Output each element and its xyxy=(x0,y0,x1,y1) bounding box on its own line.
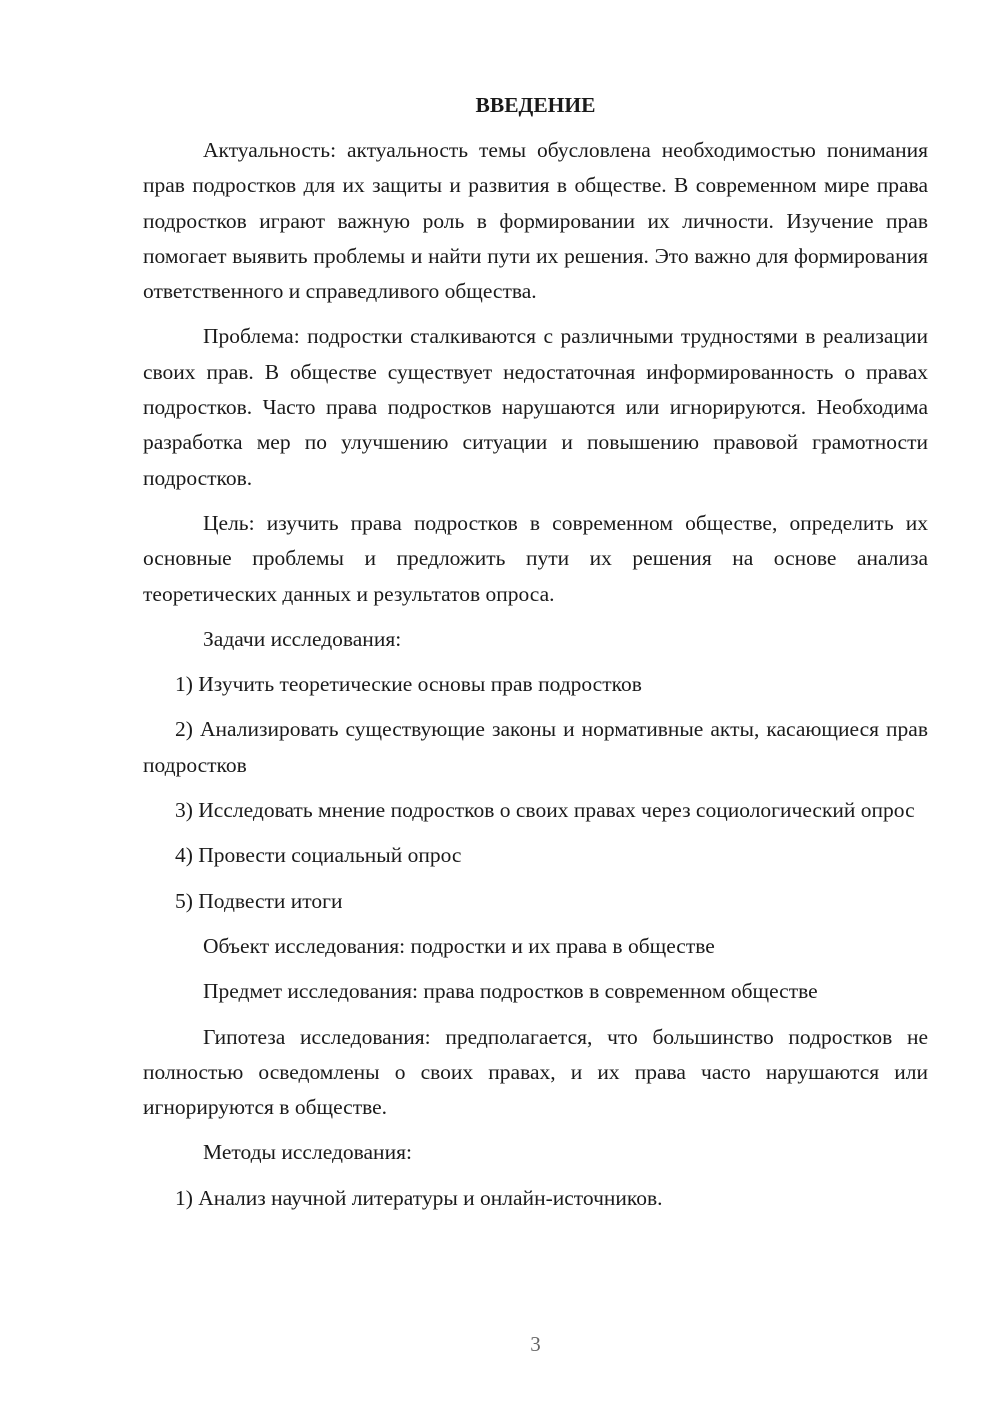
task-item-3: 3) Исследовать мнение подростков о своих правах через социологический опрос xyxy=(175,798,915,823)
method-item-1: 1) Анализ научной литературы и онлайн-источников. xyxy=(175,1185,663,1210)
object-paragraph: Объект исследования: подростки и их права в обществе xyxy=(203,933,715,958)
task-item-1: 1) Изучить теоретические основы прав подростков xyxy=(175,672,642,697)
hypothesis-paragraph: Гипотеза исследования: предполагается, что большинство подростков не полностью осведомлены о своих правах, и их права часто нарушаются или игнорируются в обществе. xyxy=(143,1024,928,1120)
section-title: ВВЕДЕНИЕ xyxy=(475,93,596,117)
relevance-paragraph: Актуальность: актуальность темы обусловлена необходимостью понимания прав подростков для их защиты и развития в обществе. В современном мире права подростков играют важную роль в формировании их личности. Изучение прав помогает выявить проблемы и найти пути их решения. Это важно для формирования ответственного и справедливого общества. xyxy=(143,138,928,304)
task-item-5: 5) Подвести итоги xyxy=(175,888,343,913)
goal-paragraph: Цель: изучить права подростков в современном обществе, определить их основные проблемы и предложить пути их решения на основе анализа теоретических данных и результатов опроса. xyxy=(143,510,928,606)
tasks-heading: Задачи исследования: xyxy=(203,626,402,651)
problem-paragraph: Проблема: подростки сталкиваются с различными трудностями в реализации своих прав. В обществе существует недостаточная информированность о правах подростков. Часто права подростков нарушаются или игнорируются. Необходима разработка мер по улучшению ситуации и повышению правовой грамотности подростков. xyxy=(143,324,928,490)
task-item-4: 4) Провести социальный опрос xyxy=(175,843,462,868)
page-number: 3 xyxy=(530,1332,541,1356)
subject-paragraph: Предмет исследования: права подростков в современном обществе xyxy=(203,979,818,1004)
task-item-2: 2) Анализировать существующие законы и нормативные акты, касающиеся прав подростков xyxy=(143,717,928,777)
document-page xyxy=(143,88,928,1226)
methods-heading: Методы исследования: xyxy=(203,1140,412,1165)
